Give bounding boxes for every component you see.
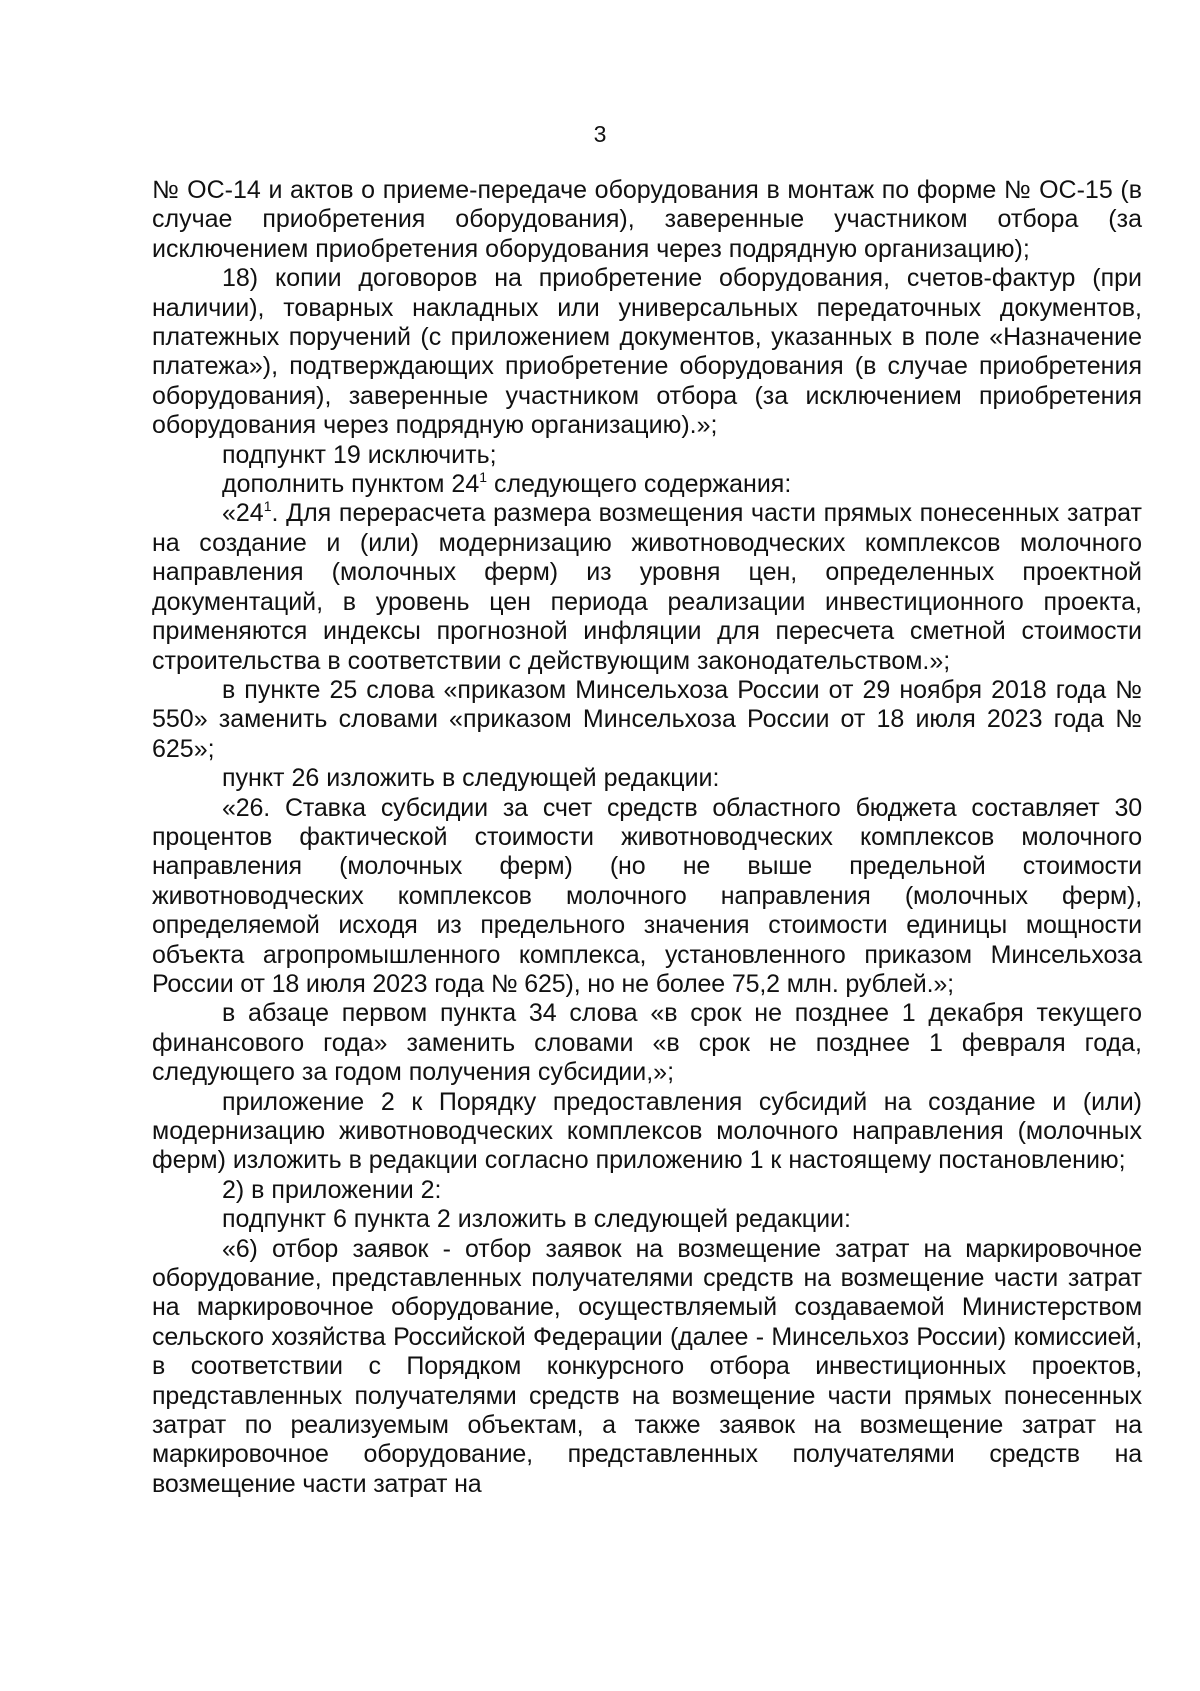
- paragraph-subitem-6-intro: подпункт 6 пункта 2 изложить в следующей редакции:: [222, 1205, 851, 1234]
- superscript: 1: [479, 469, 488, 486]
- paragraph-continuation: № ОС-14 и актов о приеме-передаче оборудования в монтаж по форме № ОС-15 (в случае приобретения оборудования), заверенные участником отбора (за исключением приобретения оборудования через подрядную организацию);: [152, 176, 1142, 263]
- paragraph-item-18: 18) копии договоров на приобретение оборудования, счетов-фактур (при наличии), товарных накладных или универсальных передаточных документов, платежных поручений (с приложением документов, указанных в поле «Назначение платежа»), подтверждающих приобретение оборудования (в случае приобретения оборудования), заверенные участником отбора (за исключением приобретения оборудования через подрядную организацию).»;: [152, 264, 1142, 440]
- paragraph-item-26: «26. Ставка субсидии за счет средств областного бюджета составляет 30 процентов фактической стоимости животноводческих комплексов молочного направления (молочных ферм) (но не выше предельной стоимости животноводческих комплексов молочного направления (молочных ферм), определяемой исходя из предельного значения стоимости единицы мощности объекта агропромышленного комплекса, установленного приказом Минсельхоза России от 18 июля 2023 года № 625), но не более 75,2 млн. рублей.»;: [152, 793, 1142, 998]
- document-body: [152, 176, 1142, 1499]
- text-fragment: следующего содержания:: [487, 470, 792, 499]
- paragraph-item-25: в пункте 25 слова «приказом Минсельхоза России от 29 ноября 2018 года № 550» заменить словами «приказом Минсельхоза России от 18 июля 2023 года № 625»;: [152, 675, 1142, 763]
- paragraph-subitem-19-removed: подпункт 19 исключить;: [222, 440, 497, 469]
- text-fragment: дополнить пунктом 24: [222, 470, 480, 499]
- text-fragment: «24: [222, 499, 264, 528]
- paragraph-item-26-intro: пункт 26 изложить в следующей редакции:: [222, 764, 720, 793]
- text-fragment: . Для перерасчета размера возмещения части прямых понесенных затрат на создание и (или) модернизацию животноводческих комплексов молочного направления (молочных ферм) из уровня цен, определенных проектной документаций, в уровень цен периода реализации инвестиционного проекта, применяются индексы прогнозной инфляции для пересчета сметной стоимости строительства в соответствии с действующим законодательством.»;: [152, 499, 1142, 675]
- paragraph-add-item-24-1: [152, 470, 1142, 499]
- paragraph-subitem-6: «6) отбор заявок - отбор заявок на возмещение затрат на маркировочное оборудование, представленных получателями средств на возмещение части затрат на маркировочное оборудование, осуществляемый создаваемой Министерством сельского хозяйства Российской Федерации (далее - Минсельхоз России) комиссией, в соответствии с Порядком конкурсного отбора инвестиционных проектов, представленных получателями средств на возмещение части прямых понесенных затрат по реализуемым объектам, а также заявок на возмещение затрат на маркировочное оборудование, представленных получателями средств на возмещение части затрат на: [152, 1234, 1142, 1498]
- paragraph-item-24-1: [152, 499, 1142, 675]
- paragraph-appendix-2: приложение 2 к Порядку предоставления субсидий на создание и (или) модернизацию животноводческих комплексов молочного направления (молочных ферм) изложить в редакции согласно приложению 1 к настоящему постановлению;: [152, 1087, 1142, 1175]
- paragraph-item-34: в абзаце первом пункта 34 слова «в срок не позднее 1 декабря текущего финансового года» заменить словами «в срок не позднее 1 февраля года, следующего за годом получения субсидии,»;: [152, 999, 1142, 1087]
- page-number: 3: [593, 121, 607, 147]
- superscript: 1: [263, 498, 272, 515]
- paragraph-section-2: 2) в приложении 2:: [222, 1175, 442, 1204]
